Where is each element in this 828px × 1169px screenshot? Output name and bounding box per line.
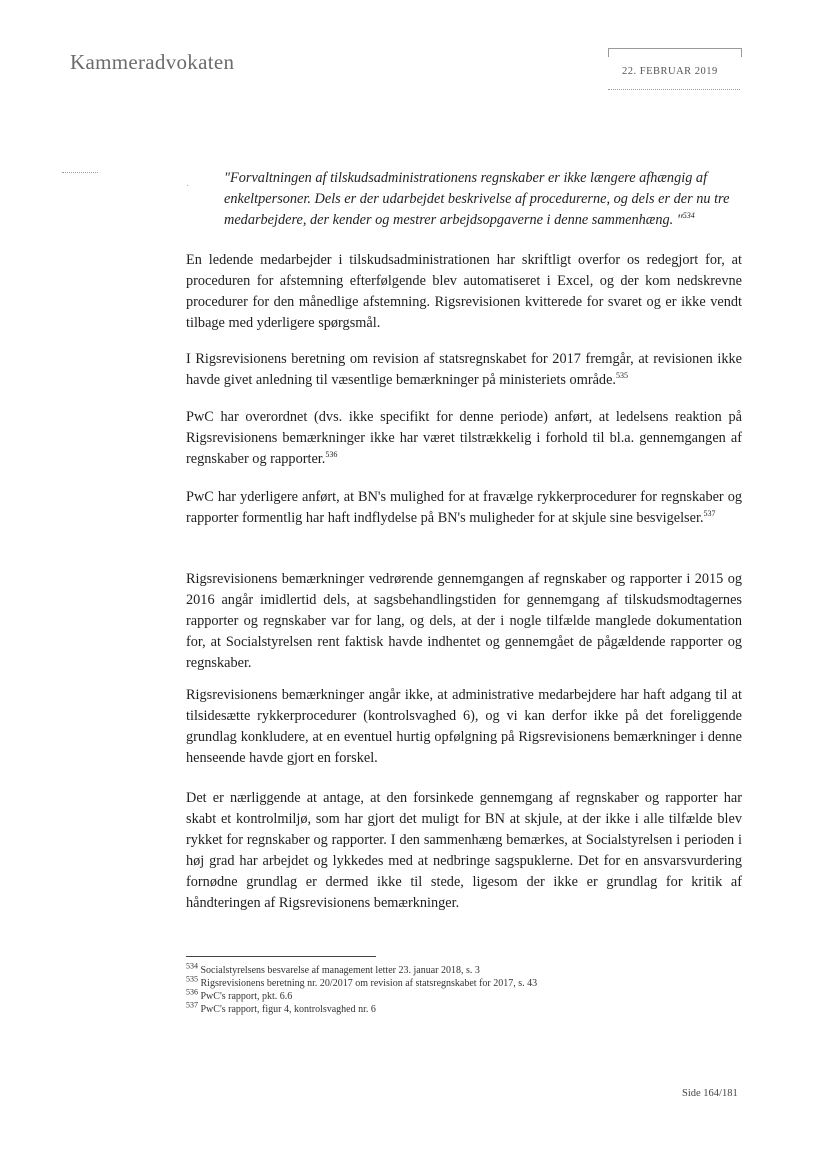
footnote-ref: 536 (325, 450, 338, 460)
footnote-number: 535 (186, 974, 198, 984)
paragraph-text: PwC har yderligere anført, at BN's mulighed for at fravælge rykkerprocedurer for regnskaber og rapporter formentlig har haft indflydelse på BN's muligheder for at skjule sine besvigelser. (186, 489, 742, 526)
date-frame-bottom (608, 89, 740, 90)
margin-mark (62, 172, 98, 173)
footnote-text: PwC's rapport, figur 4, kontrolsvaghed nr. 6 (200, 1004, 376, 1015)
footnote (186, 961, 746, 977)
paragraph-text: Det er nærliggende at antage, at den forsinkede gennemgang af regnskaber og rapporter har skabt et kontrolmiljø, som har gjort det muligt for BN at skjule, at der ikke i alle tilfælde blev rykket for regnskaber og rapporter. I den sammenhæng bemærkes, at Socialstyrelsen i perioden i høj grad har arbejdet og lykkedes med at nedbringe sagspuklerne. Det for en ansvarsvurdering fornødne grundlag er dermed ikke til stede, ligesom der ikke er grundlag for kritik af håndteringen af Rigsrevisionens bemærkninger. (186, 790, 742, 911)
footnote-text: Rigsrevisionens beretning nr. 20/2017 om revision af statsregnskabet for 2017, s. 43 (200, 978, 538, 989)
quote-footnote-ref: 534 (682, 211, 695, 221)
footnote (186, 1000, 746, 1016)
margin-dot: · (186, 181, 190, 192)
block-quote (224, 168, 744, 231)
paragraph-text: PwC har overordnet (dvs. ikke specifikt for denne periode) anført, at ledelsens reaktion på Rigsrevisionens bemærkninger ikke har været tilstrækkelig i forhold til bl.a. gennemgangen af regnskaber og rapporter. (186, 409, 742, 467)
footnote-number: 534 (186, 961, 198, 971)
quote-text: "Forvaltningen af tilskudsadministrationens regnskaber er ikke længere afhængig af enkeltpersoner. Dels er der udarbejdet beskrivelse af procedurerne, og dels er der nu tre medarbejdere, der kender og mestrer arbejdsopgaverne i denne sammenhæng. " (224, 170, 730, 228)
paragraph (186, 250, 742, 334)
paragraph (186, 788, 742, 914)
brand-name: Kammeradvokaten (70, 50, 235, 74)
paragraph-text: En ledende medarbejder i tilskudsadministrationen har skriftligt overfor os redegjort for, at proceduren for afstemning efterfølgende blev automatiseret i Excel, og der kom nedskrevne procedurer for den månedlige afstemning. Rigsrevisionen kvitterede for svaret og er ikke vendt tilbage med yderligere spørgsmål. (186, 252, 742, 331)
footnote-ref: 535 (616, 371, 628, 381)
footnote-divider (186, 956, 376, 957)
paragraph-text: Rigsrevisionens bemærkninger angår ikke, at administrative medarbejdere har haft adgang til at tilsidesætte rykkerprocedurer (kontrolsvaghed 6), og vi kan derfor ikke på det foreliggende grundlag konkludere, at en eventuel hurtig opfølgning på Rigsrevisionens bemærkninger i denne henseende havde gjort en forskel. (186, 687, 742, 766)
document-date: 22. FEBRUAR 2019 (622, 66, 718, 77)
footnote-number: 536 (186, 987, 198, 997)
page-number: Side 164/181 (682, 1088, 738, 1099)
paragraph (186, 487, 742, 529)
paragraph-text: Rigsrevisionens bemærkninger vedrørende gennemgangen af regnskaber og rapporter i 2015 og 2016 angår imidlertid dels, at sagsbehandlingstiden for gennemgang af tilskudsmodtagernes rapporter og regnskaber var for lang, og dels, at der i nogle tilfælde manglede dokumentation for, at Socialstyrelsen rent faktisk havde indhentet og gennemgået de pågældende rapporter og regnskaber. (186, 571, 742, 671)
paragraph (186, 685, 742, 769)
footnote-ref: 537 (703, 509, 716, 519)
paragraph (186, 349, 742, 391)
footnotes (186, 961, 746, 1016)
footnote (186, 987, 746, 1003)
paragraph (186, 407, 742, 470)
footnote-text: Socialstyrelsens besvarelse af management letter 23. januar 2018, s. 3 (200, 965, 480, 976)
date-frame-top (608, 48, 742, 57)
footnote (186, 974, 746, 990)
paragraph-text: I Rigsrevisionens beretning om revision af statsregnskabet for 2017 fremgår, at revisionen ikke havde givet anledning til væsentlige bemærkninger på ministeriets område. (186, 351, 742, 388)
paragraph (186, 569, 742, 674)
footnote-text: PwC's rapport, pkt. 6.6 (200, 991, 293, 1002)
footnote-number: 537 (186, 1000, 198, 1010)
